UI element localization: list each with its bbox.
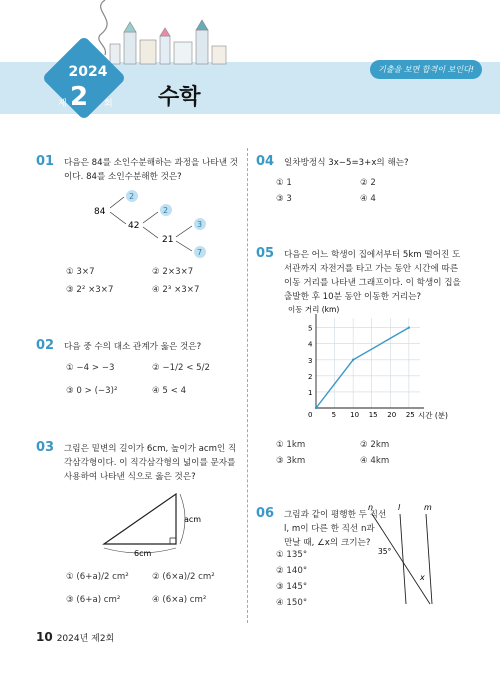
chart-ticks xyxy=(308,325,415,419)
question-number: 02 xyxy=(36,338,55,353)
tree-prime: 7 xyxy=(197,248,203,257)
badge-hoe: 회 xyxy=(104,99,113,109)
answer-option[interactable]: ① 135° xyxy=(276,550,308,560)
factor-tree-diagram xyxy=(86,188,216,260)
y-tick-label: 2 xyxy=(308,372,313,381)
answer-option[interactable]: ④ 4 xyxy=(360,194,376,204)
question-text: 다음 중 수의 대소 관계가 옳은 것은? xyxy=(64,342,202,352)
answer-option[interactable]: ③ 2² ×3×7 xyxy=(66,285,114,295)
distance-time-chart xyxy=(282,304,448,434)
x-tick-label: 25 xyxy=(405,411,415,419)
question-number: 04 xyxy=(256,154,275,169)
answer-option[interactable]: ① −4 > −3 xyxy=(66,363,115,373)
answer-option[interactable]: ① 1km xyxy=(276,440,306,450)
question-text: 다음은 84를 소인수분해하는 과정을 나타낸 것 이다. 84를 소인수분해한 것은? xyxy=(64,158,239,182)
question-number: 01 xyxy=(36,154,55,169)
answer-option[interactable]: ② 2 xyxy=(360,178,376,188)
right-triangle-diagram xyxy=(96,490,216,558)
question-text: 다음은 어느 학생이 집에서부터 5km 떨어진 도 서관까지 자전거를 타고 가는 동안 시간에 따른 이동 거리를 나타낸 그래프이다. 이 학생이 집을 출발한 후 10분 동안 이동한 거리는? xyxy=(284,250,461,302)
answer-option[interactable]: ① 3×7 xyxy=(66,267,95,277)
chart-series-line xyxy=(316,328,409,408)
answer-option[interactable]: ③ (6+a) cm² xyxy=(66,595,121,605)
page-number: 10 xyxy=(36,630,53,644)
banner-motto: 기출을 보면 합격이 보인다! xyxy=(370,60,482,79)
answer-option[interactable]: ② 140° xyxy=(276,566,308,576)
angle-35-label: 35° xyxy=(378,547,392,556)
answer-option[interactable]: ④ 2³ ×3×7 xyxy=(152,285,200,295)
page-title: 수학 xyxy=(158,85,201,110)
column-divider xyxy=(247,148,248,623)
answer-option[interactable]: ② −1/2 < 5/2 xyxy=(152,363,210,373)
line-m-label: m xyxy=(424,503,432,512)
answer-option[interactable]: ③ 3 xyxy=(276,194,292,204)
answer-option[interactable]: ② (6×a)/2 cm² xyxy=(152,572,215,582)
tree-prime: 2 xyxy=(129,192,135,201)
angle-x-label: x xyxy=(420,573,425,582)
question-text: 일차방정식 3x−5=3+x의 해는? xyxy=(284,158,409,168)
height-label: acm xyxy=(184,515,202,524)
chart-point xyxy=(352,359,354,361)
question-text: 그림은 밑변의 길이가 6cm, 높이가 acm인 직 각삼각형이다. 이 직각삼각형의 넓이를 문자를 사용하여 나타낸 식으로 옳은 것은? xyxy=(64,444,237,482)
answer-option[interactable]: ④ 5 < 4 xyxy=(152,386,187,396)
question-number: 03 xyxy=(36,440,55,455)
badge-je: 제 xyxy=(58,99,67,109)
tree-prime: 3 xyxy=(197,220,203,229)
chart-point xyxy=(408,326,410,328)
question-number: 05 xyxy=(256,246,275,261)
tree-prime: 2 xyxy=(163,206,169,215)
city-skyline-icon xyxy=(110,18,230,64)
answer-option[interactable]: ③ 3km xyxy=(276,456,306,466)
answer-option[interactable]: ① (6+a)/2 cm² xyxy=(66,572,129,582)
origin-label: 0 xyxy=(308,411,313,419)
x-tick-label: 15 xyxy=(368,411,378,419)
tree-node-42: 42 xyxy=(128,221,140,231)
tree-node-84: 84 xyxy=(94,207,106,217)
line-l-label: l xyxy=(398,503,401,512)
tree-node-21: 21 xyxy=(162,235,174,245)
answer-option[interactable]: ④ 4km xyxy=(360,456,390,466)
x-tick-label: 5 xyxy=(331,411,337,419)
question-number: 06 xyxy=(256,506,275,521)
chart-point xyxy=(315,407,317,409)
y-tick-label: 1 xyxy=(308,388,313,397)
footer-label: 2024년 제2회 xyxy=(56,634,115,644)
y-tick-label: 4 xyxy=(308,340,313,349)
badge-year: 2024 xyxy=(68,64,108,80)
parallel-lines-diagram xyxy=(360,500,450,610)
base-label: 6cm xyxy=(134,549,152,558)
y-tick-label: 3 xyxy=(308,356,313,365)
page-footer xyxy=(36,630,114,644)
answer-option[interactable]: ② 2km xyxy=(360,440,390,450)
answer-option[interactable]: ② 2×3×7 xyxy=(152,267,194,277)
answer-option[interactable]: ④ (6×a) cm² xyxy=(152,595,207,605)
question-text: 그림과 같이 평행한 두 직선 l, m이 다른 한 직선 n과 만날 때, ∠x의 크기는? xyxy=(284,510,387,548)
x-tick-label: 10 xyxy=(350,411,360,419)
y-tick-label: 5 xyxy=(308,324,313,333)
answer-option[interactable]: ④ 150° xyxy=(276,598,308,608)
line-n-label: n xyxy=(368,503,374,512)
chart-xlabel: 시간 (분) xyxy=(418,411,448,420)
badge-round-number: 2 xyxy=(70,82,89,112)
answer-option[interactable]: ③ 0 > (−3)² xyxy=(66,386,118,396)
chart-ylabel: 이동 거리 (km) xyxy=(288,305,340,314)
answer-option[interactable]: ③ 145° xyxy=(276,582,308,592)
chart-grid xyxy=(316,318,420,408)
x-tick-label: 20 xyxy=(387,411,397,419)
answer-option[interactable]: ① 1 xyxy=(276,178,292,188)
